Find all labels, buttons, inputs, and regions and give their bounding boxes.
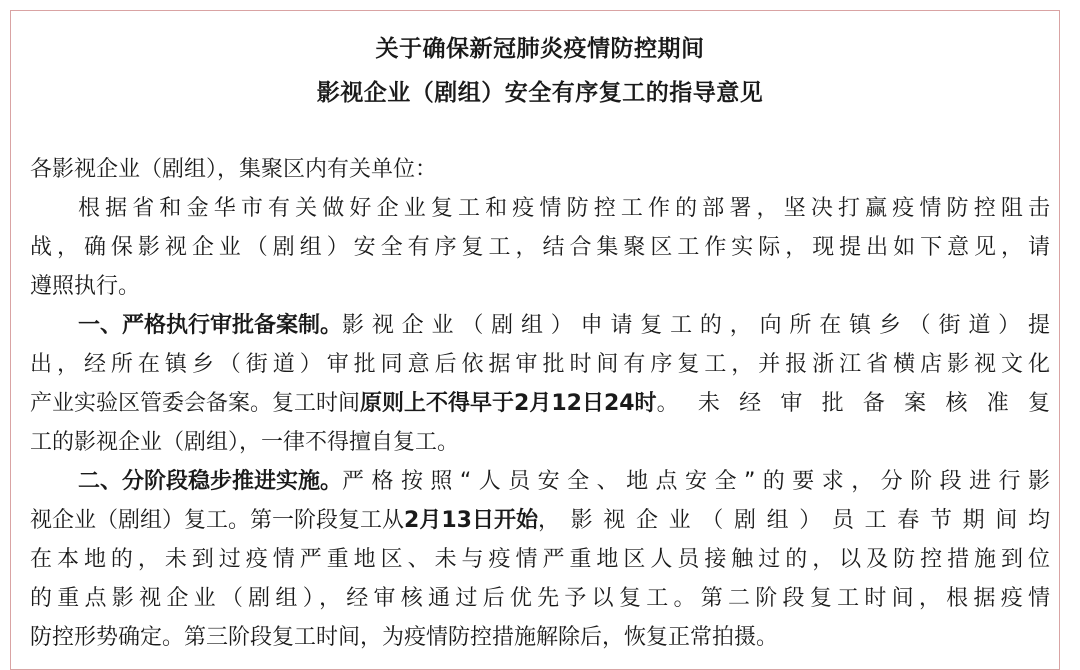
paragraph-2-line-3-b: 。未经审批备案核准复 — [656, 391, 1050, 416]
paragraph-3-line-2-a: 视企业（剧组）复工。第一阶段复工从 — [30, 508, 405, 533]
document-title-line-1: 关于确保新冠肺炎疫情防控期间 — [375, 36, 705, 62]
phase-one-start-date: 2月13日开始 — [404, 508, 538, 533]
paragraph-3-line-1 — [78, 466, 1050, 498]
document-title-line-2: 影视企业（剧组）安全有序复工的指导意见 — [316, 80, 764, 106]
paragraph-1-line-3: 遵照执行。 — [30, 274, 141, 299]
paragraph-2-line-4: 工的影视企业（剧组），一律不得擅自复工。 — [30, 430, 460, 455]
paragraph-2-line-1-text: 影视企业（剧组）申请复工的，向所在镇乡（街道）提 — [342, 313, 1050, 338]
paragraph-3-line-2 — [30, 505, 1050, 537]
section-1-heading: 一、严格执行审批备案制。 — [78, 313, 343, 338]
paragraph-2-line-3-a: 产业实验区管委会备案。复工时间 — [30, 391, 361, 416]
salutation: 各影视企业（剧组），集聚区内有关单位： — [30, 157, 438, 182]
paragraph-2-line-1 — [78, 310, 1050, 342]
paragraph-2-line-3 — [30, 388, 1050, 420]
paragraph-3-line-2-b: ，影视企业（剧组）员工春节期间均 — [537, 508, 1050, 533]
start-date-restriction: 原则上不得早于2月12日24时 — [360, 391, 657, 416]
paragraph-2-line-2: 出，经所在镇乡（街道）审批同意后依据审批时间有序复工，并报浙江省横店影视文化 — [30, 352, 1050, 377]
paragraph-1-line-1: 根据省和金华市有关做好企业复工和疫情防控工作的部署，坚决打赢疫情防控阻击 — [78, 196, 1050, 221]
paragraph-1-line-2: 战，确保影视企业（剧组）安全有序复工，结合集聚区工作实际，现提出如下意见，请 — [30, 235, 1050, 260]
paragraph-3-line-3: 在本地的，未到过疫情严重地区、未与疫情严重地区人员接触过的，以及防控措施到位 — [30, 547, 1050, 572]
paragraph-3-line-4: 的重点影视企业（剧组），经审核通过后优先予以复工。第二阶段复工时间，根据疫情 — [30, 586, 1050, 611]
paragraph-3-line-5: 防控形势确定。第三阶段复工时间，为疫情防控措施解除后，恢复正常拍摄。 — [30, 625, 779, 650]
paragraph-3-line-1-text: 严格按照“人员安全、地点安全”的要求，分阶段进行影 — [342, 469, 1050, 494]
section-2-heading: 二、分阶段稳步推进实施。 — [78, 469, 343, 494]
